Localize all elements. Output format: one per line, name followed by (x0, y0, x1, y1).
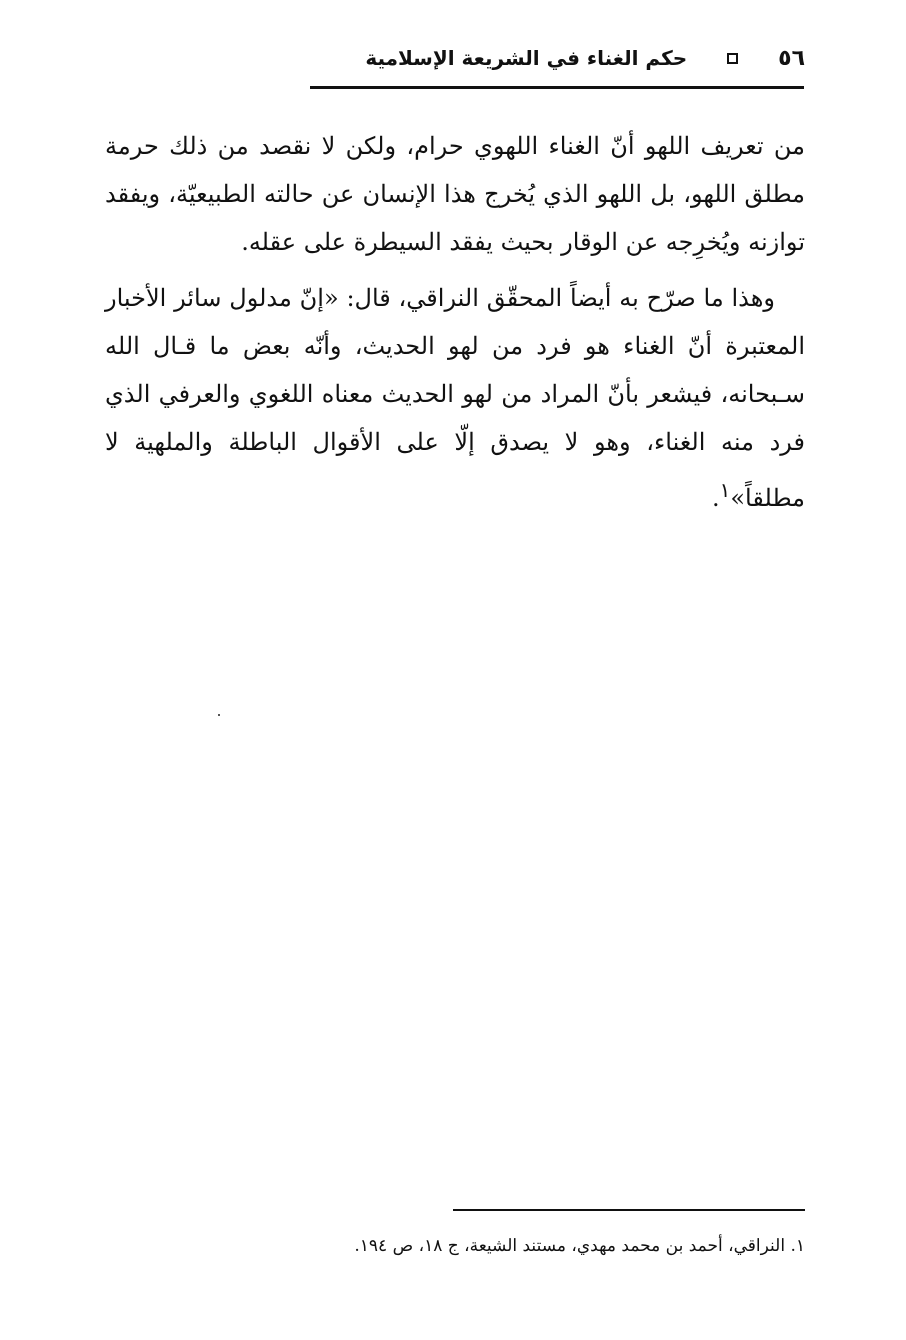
header-rule (310, 86, 804, 89)
paragraph-2: وهذا ما صرّح به أيضاً المحقّق النراقي، قال: «إنّ مدلول سائر الأخبار المعتبرة أنّ الغناء هو فرد من لهو الحديث، وأنّه بعض ما قـال الله سـبحانه، فيشعر بأنّ المراد من لهو الحديث معناه اللغوي والعرفي الذي فرد منه الغناء، وهو لا يصدق إلّا على الأقوال الباطلة والملهية لا مطلقاً»$^١$. (105, 284, 805, 512)
running-header (300, 38, 805, 78)
paragraph-2-text: وهذا ما صرّح به أيضاً المحقّق النراقي، قال: «إنّ مدلول سائر الأخبار المعتبرة أنّ الغناء هو فرد من لهو الحديث، وأنّه بعض ما قـال الله سـبحانه، فيشعر بأنّ المراد من لهو الحديث معناه اللغوي والعرفي الذي فرد منه الغناء، وهو لا يصدق إلّا على الأقوال الباطلة والملهية لا مطلقاً» (105, 284, 805, 512)
running-title: حكم الغناء في الشريعة الإسلامية (365, 46, 688, 70)
footnote-reference: ١ (719, 478, 731, 502)
body-text (105, 122, 805, 530)
stray-dot (218, 714, 220, 716)
footnote-rule (453, 1209, 805, 1211)
page-number: ٥٦ (778, 45, 805, 71)
footnote: ١. النراقي، أحمد بن محمد مهدي، مستند الشيعة، ج ١٨، ص ١٩٤. (354, 1236, 805, 1256)
paragraph-1: من تعريف اللهو أنّ الغناء اللهوي حرام، ولكن لا نقصد من ذلك حرمة مطلق اللهو، بل اللهو الذي يُخرج هذا الإنسان عن حالته الطبيعيّة، ويفقد توازنه ويُخرِجه عن الوقار بحيث يفقد السيطرة على عقله. (105, 132, 805, 256)
separator-square-icon (727, 53, 738, 64)
